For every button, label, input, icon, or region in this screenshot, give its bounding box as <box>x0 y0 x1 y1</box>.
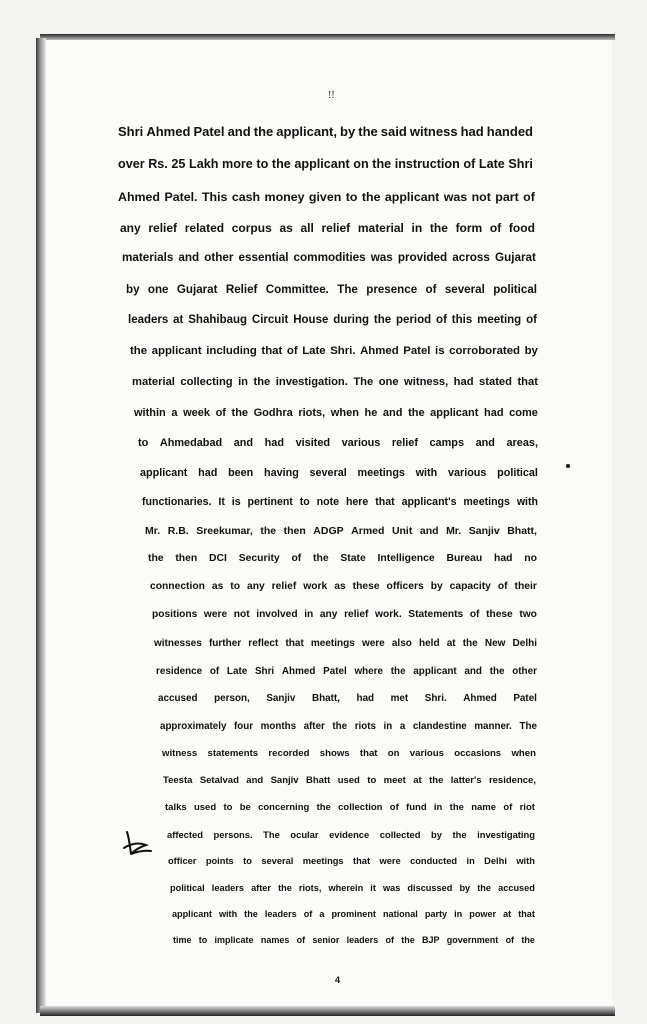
text-line: Ahmed Patel. This cash money given to the applicant was not part of <box>118 190 535 204</box>
initials-mark-icon <box>118 828 154 858</box>
text-line: the then DCI Security of the State Intelligence Bureau had no <box>148 553 537 564</box>
text-line: material collecting in the investigation. The one witness, had stated that <box>132 376 538 388</box>
text-line: connection as to any relief work as these officers by capacity of their <box>150 581 537 592</box>
text-line: political leaders after the riots, wherein it was discussed by the accused <box>170 883 535 893</box>
text-line: Shri Ahmed Patel and the applicant, by the said witness had handed <box>118 124 533 139</box>
text-line: Mr. R.B. Sreekumar, the then ADGP Armed Unit and Mr. Sanjiv Bhatt, <box>145 525 537 537</box>
text-line: to Ahmedabad and had visited various relief camps and areas, <box>138 437 538 449</box>
text-line: any relief related corpus as all relief material in the form of food <box>120 221 535 235</box>
scan-edge-bottom <box>40 1006 615 1016</box>
text-line: over Rs. 25 Lakh more to the applicant on the instruction of Late Shri <box>118 157 533 171</box>
text-line: affected persons. The ocular evidence collected by the investigating <box>167 829 535 840</box>
text-line: witnesses further reflect that meetings were also held at the New Delhi <box>154 638 537 649</box>
text-line: within a week of the Godhra riots, when he and the applicant had come <box>134 407 538 419</box>
page-number: 4 <box>335 975 341 985</box>
text-line: applicant had been having several meetings with various political <box>140 467 538 479</box>
text-line: residence of Late Shri Ahmed Patel where the applicant and the other <box>156 666 537 677</box>
text-line: the applicant including that of Late Shri. Ahmed Patel is corroborated by <box>130 345 538 357</box>
text-line: Teesta Setalvad and Sanjiv Bhatt used to meet at the latter's residence, <box>163 775 536 786</box>
text-line: materials and other essential commodities was provided across Gujarat <box>122 251 536 264</box>
text-line: talks used to be concerning the collection of fund in the name of riot <box>165 802 535 813</box>
scan-edge-left <box>36 38 46 1013</box>
text-line: witness statements recorded shows that on various occasions when <box>162 748 536 759</box>
text-line: approximately four months after the riots in a clandestine manner. The <box>160 721 537 732</box>
text-line: applicant with the leaders of a prominent national party in power at that <box>172 909 535 919</box>
text-line: accused person, Sanjiv Bhatt, had met Shri. Ahmed Patel <box>158 693 537 704</box>
ink-dot <box>566 464 570 468</box>
text-line: officer points to several meetings that were conducted in Delhi with <box>168 856 535 866</box>
text-line: by one Gujarat Relief Committee. The presence of several political <box>126 283 537 296</box>
text-line: leaders at Shahibaug Circuit House during the period of this meeting of <box>128 314 537 326</box>
text-line: functionaries. It is pertinent to note here that applicant's meetings with <box>142 496 538 508</box>
text-line: positions were not involved in any relief work. Statements of these two <box>152 609 537 620</box>
header-marker: !! <box>328 90 335 101</box>
text-line: time to implicate names of senior leaders of the BJP government of the <box>173 935 535 945</box>
